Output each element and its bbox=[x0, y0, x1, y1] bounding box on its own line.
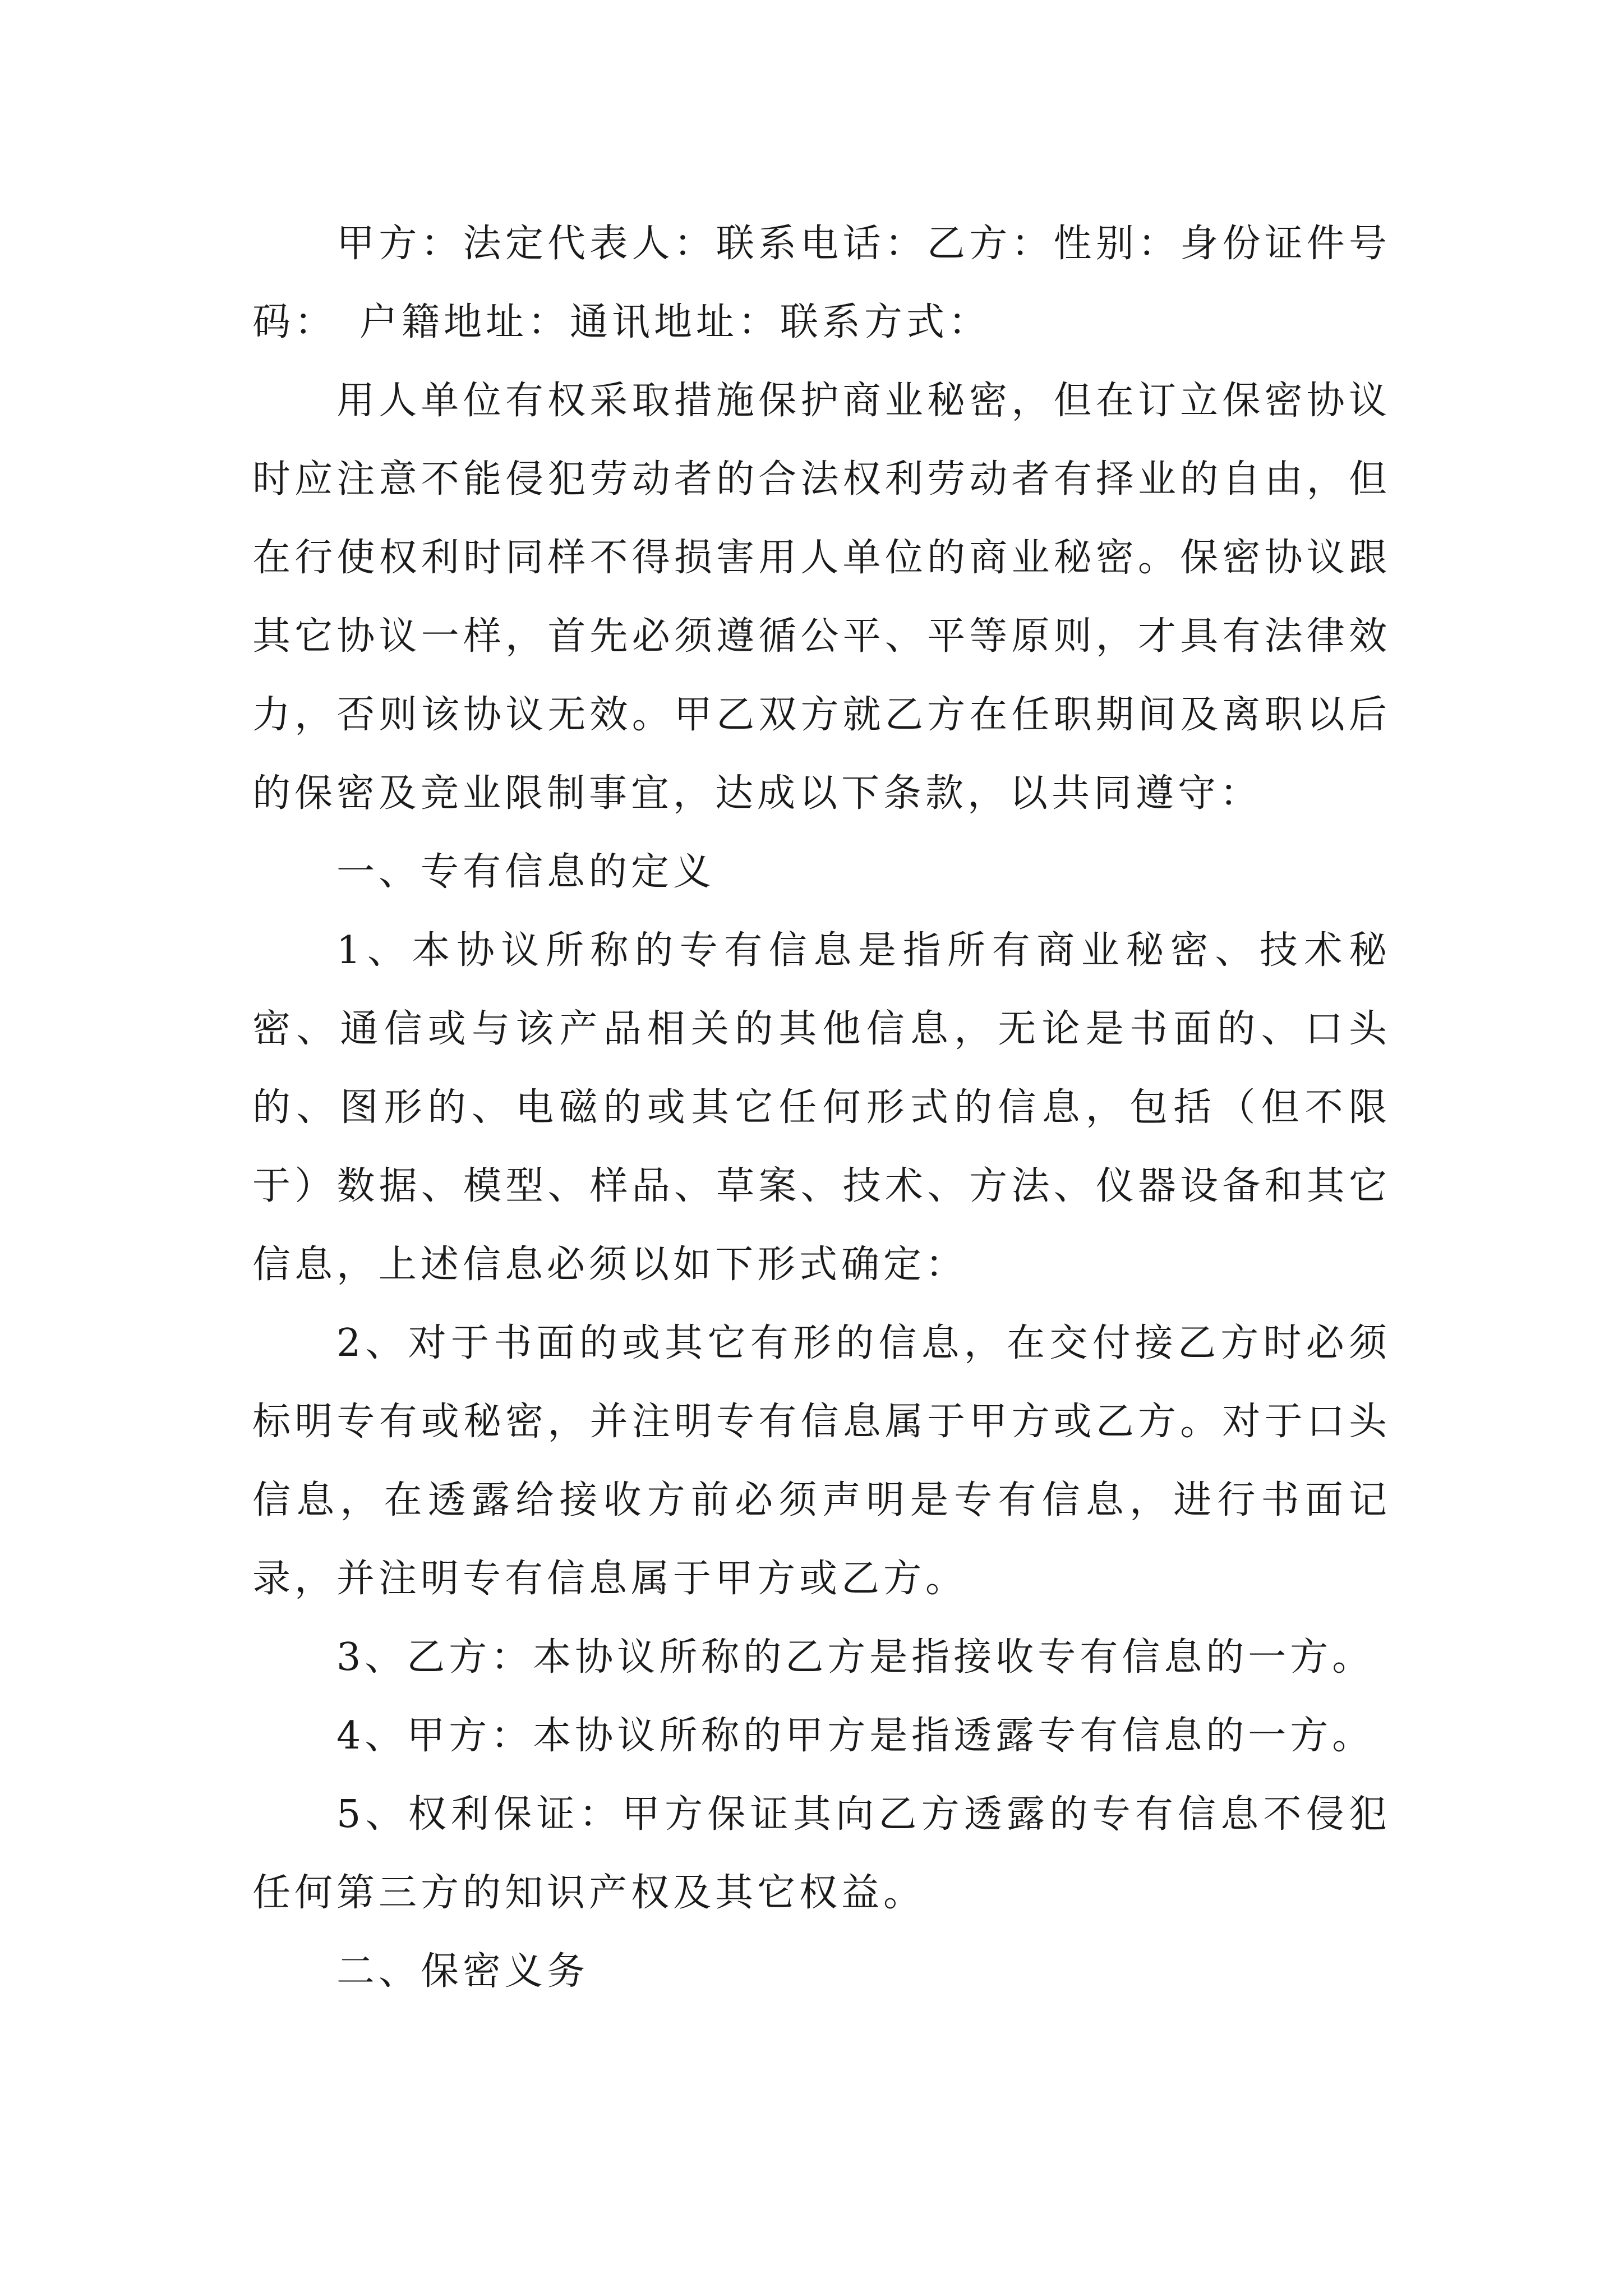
clause-1-3: 3、乙方：本协议所称的乙方是指接收专有信息的一方。 bbox=[336, 1635, 1375, 1680]
clause-1-4: 4、甲方：本协议所称的甲方是指透露专有信息的一方。 bbox=[336, 1714, 1375, 1758]
clause-1-1: 1、本协议所称的专有信息是指所有商业秘密、技术秘密、通信或与该产品相关的其他信息，无论是书面的、口头的、图形的、电磁的或其它任何形式的信息，包括（但不限于）数据、模型、样品、草案、技术、方法、仪器设备和其它信息，上述信息必须以如下形式确定： bbox=[252, 928, 1391, 1287]
section-heading-1: 一、专有信息的定义 bbox=[336, 850, 716, 894]
clause-1-5: 5、权利保证：甲方保证其向乙方透露的专有信息不侵犯任何第三方的知识产权及其它权益。 bbox=[252, 1792, 1391, 1915]
clause-1-2: 2、对于书面的或其它有形的信息，在交付接乙方时必须标明专有或秘密，并注明专有信息属于甲方或乙方。对于口头信息，在透露给接收方前必须声明是专有信息，进行书面记录，并注明专有信息属于甲方或乙方。 bbox=[252, 1321, 1391, 1601]
parties-info-paragraph: 甲方：法定代表人：联系电话：乙方：性别：身份证件号码： 户籍地址：通讯地址：联系方式： bbox=[252, 222, 1391, 344]
document-body bbox=[252, 205, 1391, 2011]
preamble-paragraph: 用人单位有权采取措施保护商业秘密，但在订立保密协议时应注意不能侵犯劳动者的合法权利劳动者有择业的自由，但在行使权利时同样不得损害用人单位的商业秘密。保密协议跟其它协议一样，首先必须遵循公平、平等原则，才具有法律效力，否则该协议无效。甲乙双方就乙方在任职期间及离职以后的保密及竞业限制事宜，达成以下条款，以共同遵守： bbox=[252, 379, 1391, 816]
section-heading-2: 二、保密义务 bbox=[336, 1949, 589, 1994]
